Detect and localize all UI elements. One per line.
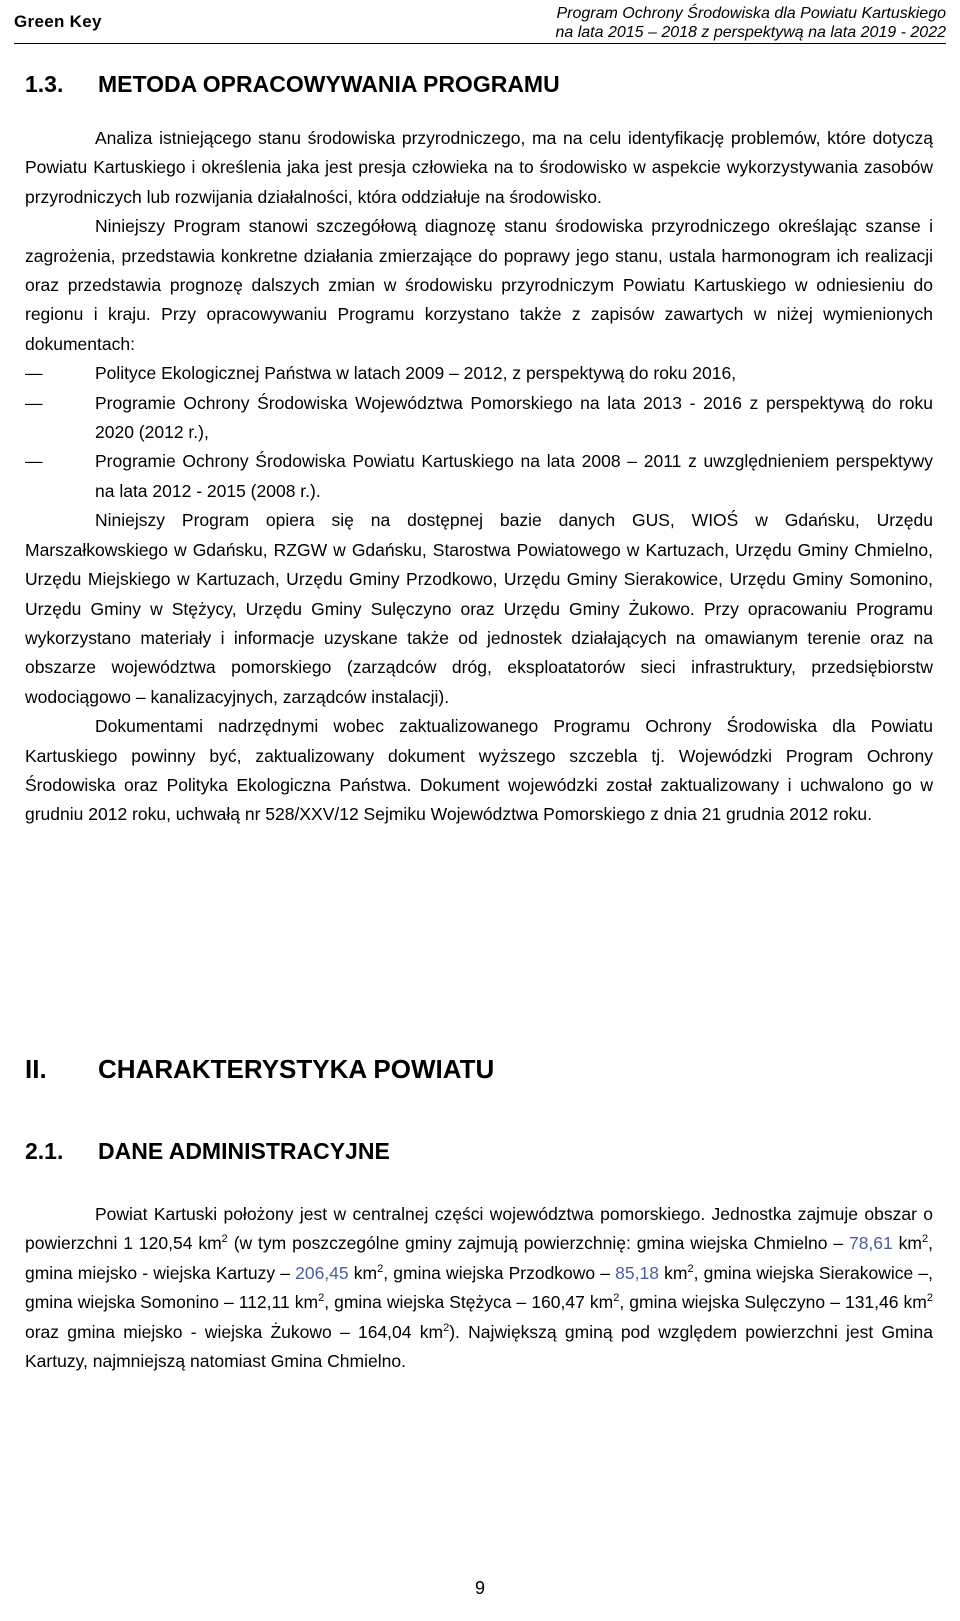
area-chmielno: 78,61: [848, 1233, 893, 1254]
section-heading: [25, 70, 933, 98]
document-title-line-1: Program Ochrony Środowiska dla Powiatu Kartuskiego: [556, 5, 946, 22]
chapter-title: CHARAKTERYSTYKA POWIATU: [98, 1054, 495, 1084]
chapter-heading: [25, 1055, 933, 1083]
chapter-2: [25, 1055, 933, 1083]
section-1-3: [25, 70, 933, 98]
list-item: — Polityce Ekologicznej Państwa w latach 2009 – 2012, z perspektywą do roku 2016,: [25, 359, 933, 388]
paragraph: Dokumentami nadrzędnymi wobec zaktualizowanego Programu Ochrony Środowiska dla Powiatu Kartuskiego powinny być, zaktualizowany dokument wyższego szczebla tj. Wojewódzki Program Ochrony Środowiska oraz Polityka Ekologiczna Państwa. Dokument wojewódzki został zaktualizowany i uchwalono go w grudniu 2012 roku, uchwałą nr 528/XXV/12 Sejmiku Województwa Pomorskiego z dnia 21 grudnia 2012 roku.: [25, 716, 933, 825]
document-title-line-2: na lata 2015 – 2018 z perspektywą na lata 2019 - 2022: [555, 24, 946, 41]
list-item: — Programie Ochrony Środowiska Województwa Pomorskiego na lata 2013 - 2016 z perspektywą do roku 2020 (2012 r.),: [25, 389, 933, 448]
section-2-1: [25, 1137, 933, 1165]
document-title: [555, 4, 946, 42]
section-title: METODA OPRACOWYWANIA PROGRAMU: [98, 71, 560, 97]
section-1-3-body: [25, 124, 933, 830]
header-divider: [14, 43, 946, 44]
section-2-1-body: [25, 1200, 933, 1376]
chapter-number: II.: [25, 1054, 47, 1084]
section-heading: [25, 1137, 933, 1165]
section-number: 2.1.: [25, 1138, 64, 1164]
paragraph: Niniejszy Program stanowi szczegółową diagnozę stanu środowiska przyrodniczego określając szanse i zagrożenia, przedstawia konkretne działania zmierzające do poprawy jego stanu, ustala harmonogram ich realizacji oraz przedstawia prognozę dalszych zmian w środowisku przyrodniczym Powiatu Kartuskiego w odniesieniu do regionu i kraju. Przy opracowywaniu Programu korzystano także z zapisów zawartych w niżej wymienionych dokumentach:: [25, 216, 933, 354]
paragraph: Niniejszy Program opiera się na dostępnej bazie danych GUS, WIOŚ w Gdańsku, Urzędu Marszałkowskiego w Gdańsku, RZGW w Gdańsku, Starostwa Powiatowego w Kartuzach, Urzędu Gminy Chmielno, Urzędu Miejskiego w Kartuzach, Urzędu Gminy Przodkowo, Urzędu Gminy Sierakowice, Urzędu Gminy Somonino, Urzędu Gminy w Stężycy, Urzędu Gminy Sulęczyno oraz Urzędu Gminy Żukowo. Przy opracowaniu Programu wykorzystano materiały i informacje uzyskane także od jednostek działających na omawianym terenie oraz na obszarze województwa pomorskiego (zarządców dróg, eksploatatorów sieci infrastruktury, przedsiębiorstw wodociągowo – kanalizacyjnych, zarządców instalacji).: [25, 510, 933, 707]
section-title: DANE ADMINISTRACYJNE: [98, 1138, 390, 1164]
area-kartuzy: 206,45: [295, 1262, 349, 1283]
page-header: [0, 0, 960, 44]
paragraph: Analiza istniejącego stanu środowiska przyrodniczego, ma na celu identyfikację problemów, które dotyczą Powiatu Kartuskiego i określenia jaka jest presja człowieka na to środowisko w aspekcie wykorzystywania zasobów przyrodniczych lub rozwijania działalności, która oddziałuje na środowisko.: [25, 128, 933, 207]
document-list: [25, 359, 933, 506]
paragraph-administrative-data: Powiat Kartuski położony jest w centralnej części województwa pomorskiego. Jednostka zajmuje obszar o powierzchni 1 120,54 $km^2$ (w tym poszczególne gminy zajmują powierzchnię: gmina wiejska Chmielno – 78,61 $km^2$, gmina miejsko - wiejska Kartuzy – 206,45 $km^2$, gmina wiejska Przodkowo – 85,18 $km^2$, gmina wiejska Sierakowice –, gmina wiejska Somonino – 112,11 $km^2$, gmina wiejska Stężyca – 160,47 $km^2$, gmina wiejska Sulęczyno – 131,46 $km^2$ oraz gmina miejsko - wiejska Żukowo – 164,04 $km^2$). Największą gminą pod względem powierzchni jest Gmina Kartuzy, najmniejszą natomiast Gmina Chmielno.: [25, 1204, 933, 1372]
brand-name: Green Key: [14, 12, 102, 31]
section-number: 1.3.: [25, 71, 64, 97]
area-przodkowo: 85,18: [615, 1262, 659, 1283]
list-item: — Programie Ochrony Środowiska Powiatu Kartuskiego na lata 2008 – 2011 z uwzględnieniem perspektywy na lata 2012 - 2015 (2008 r.).: [25, 447, 933, 506]
page-number: 9: [474, 1578, 485, 1598]
